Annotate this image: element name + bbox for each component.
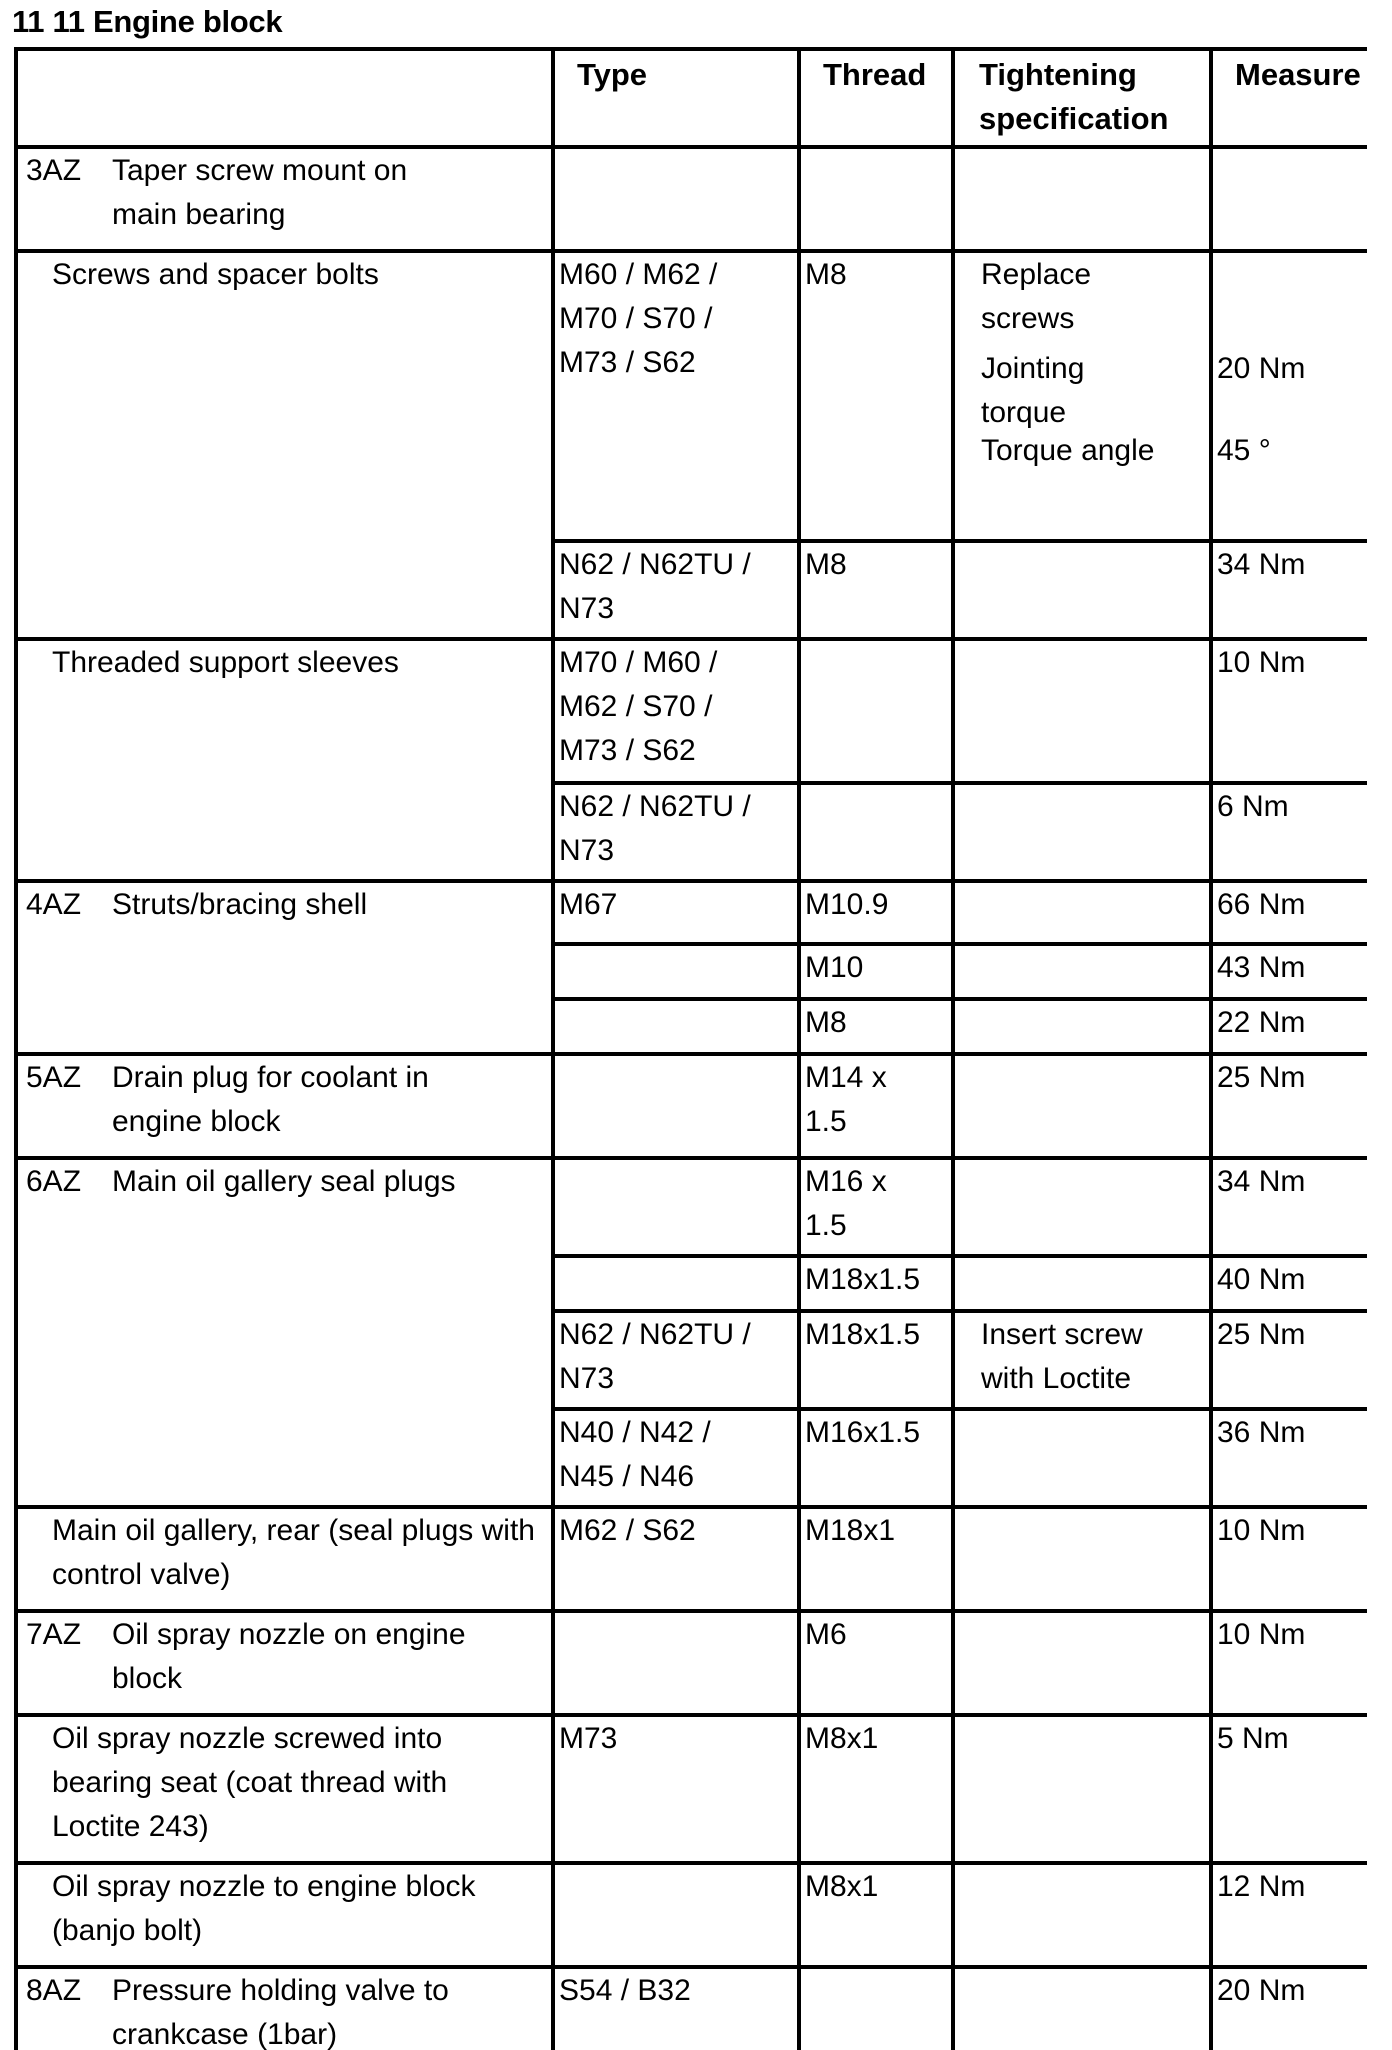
item-cell [16, 147, 553, 251]
spec-cell [953, 1311, 1211, 1409]
thread-cell: M18x1 [799, 1507, 953, 1611]
thread-cell: M10 [799, 944, 953, 999]
header-item [16, 49, 553, 147]
type-cell [553, 639, 799, 783]
measure-cell: 25 Nm [1211, 1054, 1367, 1158]
spec-cell [953, 1054, 1211, 1158]
header-tightening-specification: Tightening specification [953, 49, 1211, 147]
measure-jointing-torque: 20 Nm [1217, 352, 1306, 385]
item-description: Drain plug for coolant in engine block [112, 1061, 429, 1138]
thread-cell [799, 639, 953, 783]
table-row [16, 1611, 1367, 1715]
type-cell [553, 251, 799, 541]
spec-cell [953, 147, 1211, 251]
item-cell [16, 1507, 553, 1611]
spec-cell [953, 541, 1211, 639]
thread-cell [799, 1158, 953, 1256]
spec-cell [953, 881, 1211, 944]
header-thread: Thread [799, 49, 953, 147]
thread-value: M16 x 1.5 [805, 1165, 887, 1242]
item-code: 7AZ [26, 1618, 82, 1651]
item-description: Screws and spacer bolts [52, 258, 379, 291]
measure-cell: 43 Nm [1211, 944, 1367, 999]
spec-cell [953, 1409, 1211, 1507]
table-row [16, 1715, 1367, 1863]
type-cell: M62 / S62 [553, 1507, 799, 1611]
item-description: Pressure holding valve to crankcase (1bar) [112, 1974, 449, 2050]
type-cell [553, 1054, 799, 1158]
table-row [16, 147, 1367, 251]
measure-cell: 22 Nm [1211, 999, 1367, 1054]
type-cell [553, 1311, 799, 1409]
item-description: Oil spray nozzle on engine block [112, 1618, 466, 1695]
table-row [16, 251, 1367, 541]
thread-cell: M8 [799, 541, 953, 639]
type-cell [553, 944, 799, 999]
header-measure: Measure [1211, 49, 1367, 147]
type-cell [553, 1256, 799, 1311]
item-description: Oil spray nozzle screwed into bearing seat (coat thread with Loctite 243) [52, 1722, 448, 1843]
thread-cell: M10.9 [799, 881, 953, 944]
spec-replace-screws: Replace screws [981, 258, 1092, 335]
item-description: Main oil gallery, rear (seal plugs with control valve) [52, 1514, 535, 1591]
type-cell: M67 [553, 881, 799, 944]
measure-cell: 20 Nm [1211, 1967, 1367, 2050]
type-value: M60 / M62 / M70 / S70 / M73 / S62 [559, 258, 718, 379]
item-cell [16, 881, 553, 1054]
header-type: Type [553, 49, 799, 147]
thread-cell [799, 1967, 953, 2050]
thread-cell: M8 [799, 999, 953, 1054]
item-code: 3AZ [26, 154, 82, 187]
type-value: N62 / N62TU / N73 [559, 1318, 751, 1395]
table-row [16, 639, 1367, 783]
thread-cell: M18x1.5 [799, 1256, 953, 1311]
table-row [16, 1863, 1367, 1967]
measure-cell: 10 Nm [1211, 1611, 1367, 1715]
type-cell [553, 1158, 799, 1256]
spec-cell [953, 1611, 1211, 1715]
measure-cell: 10 Nm [1211, 639, 1367, 783]
table-row [16, 1158, 1367, 1256]
item-cell [16, 251, 553, 639]
page-title: 11 11 Engine block [12, 4, 283, 39]
item-cell [16, 1611, 553, 1715]
spec-cell [953, 1256, 1211, 1311]
measure-cell: 6 Nm [1211, 783, 1367, 881]
measure-cell: 66 Nm [1211, 881, 1367, 944]
spec-cell [953, 1967, 1211, 2050]
measure-cell: 12 Nm [1211, 1863, 1367, 1967]
spec-cell [953, 1507, 1211, 1611]
type-cell [553, 999, 799, 1054]
type-value: N62 / N62TU / N73 [559, 790, 751, 867]
item-cell [16, 1967, 553, 2050]
thread-cell: M8x1 [799, 1863, 953, 1967]
item-code: 8AZ [26, 1974, 82, 2007]
measure-cell: 25 Nm [1211, 1311, 1367, 1409]
thread-cell: M8x1 [799, 1715, 953, 1863]
spec-cell [953, 1158, 1211, 1256]
type-cell [553, 783, 799, 881]
item-cell [16, 639, 553, 881]
item-cell [16, 1054, 553, 1158]
thread-value: M14 x 1.5 [805, 1061, 887, 1138]
spec-value: Insert screw with Loctite [981, 1318, 1143, 1395]
type-cell: S54 / B32 [553, 1967, 799, 2050]
spec-cell [953, 251, 1211, 541]
measure-cell: 5 Nm [1211, 1715, 1367, 1863]
item-code: 6AZ [26, 1165, 82, 1198]
table-row [16, 1967, 1367, 2050]
thread-cell [799, 147, 953, 251]
type-value: M70 / M60 / M62 / S70 / M73 / S62 [559, 646, 718, 767]
type-cell [553, 1611, 799, 1715]
thread-cell: M16x1.5 [799, 1409, 953, 1507]
torque-table-frame [14, 47, 1367, 2050]
measure-cell: 10 Nm [1211, 1507, 1367, 1611]
measure-cell: 34 Nm [1211, 541, 1367, 639]
item-description: Oil spray nozzle to engine block (banjo bolt) [52, 1870, 476, 1947]
type-cell [553, 147, 799, 251]
item-code: 4AZ [26, 888, 82, 921]
type-value: N62 / N62TU / N73 [559, 548, 751, 625]
type-value: N40 / N42 / N45 / N46 [559, 1416, 711, 1493]
table-row [16, 881, 1367, 944]
measure-cell [1211, 147, 1367, 251]
measure-cell: 34 Nm [1211, 1158, 1367, 1256]
item-code: 5AZ [26, 1061, 82, 1094]
spec-cell [953, 639, 1211, 783]
table-row [16, 1054, 1367, 1158]
spec-cell [953, 999, 1211, 1054]
measure-torque-angle: 45 ° [1217, 434, 1271, 467]
item-description: Threaded support sleeves [52, 646, 399, 679]
thread-cell [799, 1054, 953, 1158]
spec-cell [953, 783, 1211, 881]
spec-cell [953, 1715, 1211, 1863]
torque-specification-table [14, 47, 1367, 2050]
item-description: Struts/bracing shell [112, 888, 368, 921]
item-description: Main oil gallery seal plugs [112, 1165, 456, 1198]
spec-cell [953, 1863, 1211, 1967]
type-cell [553, 1409, 799, 1507]
spec-torque-angle: Torque angle [981, 434, 1155, 467]
measure-cell: 36 Nm [1211, 1409, 1367, 1507]
measure-cell [1211, 251, 1367, 541]
thread-cell: M8 [799, 251, 953, 541]
item-description: Taper screw mount on main bearing [112, 154, 408, 231]
item-cell [16, 1158, 553, 1507]
thread-cell: M6 [799, 1611, 953, 1715]
type-cell: M73 [553, 1715, 799, 1863]
thread-cell [799, 783, 953, 881]
spec-jointing-torque: Jointing torque [981, 352, 1085, 429]
item-cell [16, 1715, 553, 1863]
thread-cell: M18x1.5 [799, 1311, 953, 1409]
spec-cell [953, 944, 1211, 999]
measure-cell: 40 Nm [1211, 1256, 1367, 1311]
item-cell [16, 1863, 553, 1967]
type-cell [553, 1863, 799, 1967]
table-row [16, 1507, 1367, 1611]
type-cell [553, 541, 799, 639]
table-header-row [16, 49, 1367, 147]
